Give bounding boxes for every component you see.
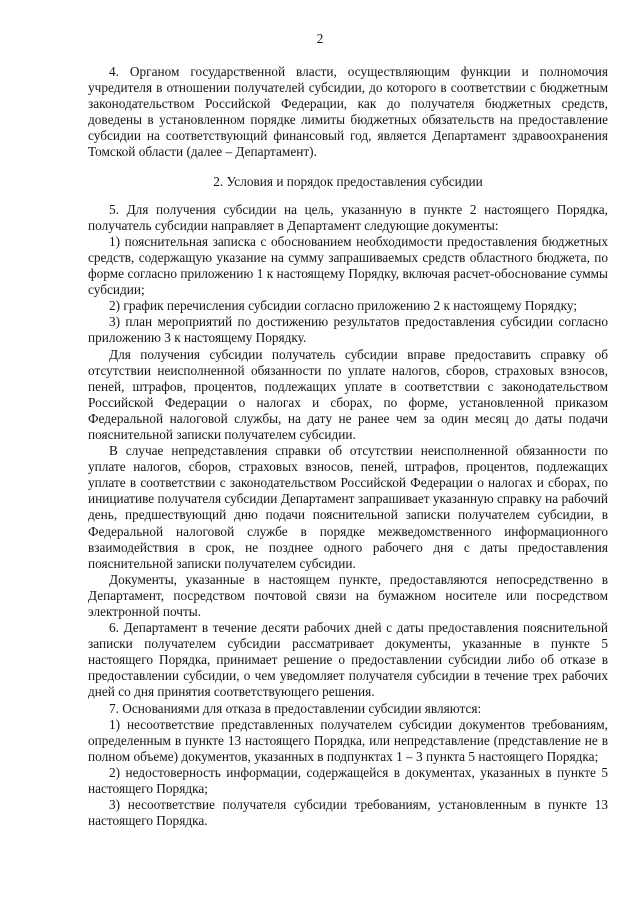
list-item-7-3: 3) несоответствие получателя субсидии требованиям, установленным в пункте 13 настоящего Порядка. (88, 797, 608, 829)
paragraph-5-certificate: Для получения субсидии получатель субсидии вправе предоставить справку об отсутствии неисполненной обязанности по уплате налогов, сборов, страховых взносов, пеней, штрафов, процентов, подлежащих уплате в соответствии с законодательством Российской Федерации о налогах и сборах, по форме, установленной приказом Федеральной налоговой службы, на дату не ранее чем за один месяц до даты подачи пояснительной записки получателем субсидии. (88, 346, 608, 442)
section-heading: 2. Условия и порядок предоставления субсидии (213, 173, 483, 189)
paragraph-5: 5. Для получения субсидии на цель, указанную в пункте 2 настоящего Порядка, получатель субсидии направляет в Департамент следующие документы: (88, 201, 608, 233)
page-number: 2 (316, 31, 324, 46)
paragraph-5-non-submission: В случае непредставления справки об отсутствии неисполненной обязанности по уплате налогов, сборов, страховых взносов, пеней, штрафов, процентов, подлежащих уплате в соответствии с законодательством Российской Федерации о налогах и сборах, по инициативе получателя субсидии Департамент запрашивает указанную справку на рабочий день, предшествующий дню подачи пояснительной записки получателем субсидии, в Федеральной налоговой службе в порядке межведомственного информационного взаимодействия в срок, не позднее одного рабочего дня с даты предоставления пояснительной записки получателем субсидии. (88, 443, 608, 571)
paragraph-5-delivery: Документы, указанные в настоящем пункте, предоставляются непосредственно в Департамент, посредством почтовой связи на бумажном носителе или посредством электронной почты. (88, 571, 608, 619)
paragraph-4: 4. Органом государственной власти, осуществляющим функции и полномочия учредителя в отношении получателей субсидии, до которого в соответствии с бюджетным законодательством Российской Федерации, как до получателя бюджетных средств, доведены в установленном порядке лимиты бюджетных обязательств на предоставление субсидии на соответствующий финансовый год, является Департамент здравоохранения Томской области (далее – Департамент). (88, 64, 608, 160)
list-item-7-2: 2) недостоверность информации, содержащейся в документах, указанных в пункте 5 настоящего Порядка; (88, 764, 608, 797)
list-item-5-2: 2) график перечисления субсидии согласно приложению 2 к настоящему Порядку; (109, 298, 578, 314)
document-body (88, 64, 608, 829)
paragraph-7: 7. Основаниями для отказа в предоставлении субсидии являются: (109, 700, 482, 716)
paragraph-6: 6. Департамент в течение десяти рабочих дней с даты предоставления пояснительной записки получателем субсидии рассматривает документы, указанные в пункте 5 настоящего Порядка, принимает решение о предоставлении субсидии либо об отказе в предоставлении субсидии, о чем уведомляет получателя субсидии в течение трех рабочих дней со дня принятия соответствующего решения. (88, 620, 608, 700)
list-item-5-3: 3) план мероприятий по достижению результатов предоставления субсидии согласно приложению 3 к настоящему Порядку. (88, 314, 608, 346)
list-item-7-1: 1) несоответствие представленных получателем субсидии документов требованиям, определенным в пункте 13 настоящего Порядка, или непредставление (представление не в полном объеме) документов, указанных в подпунктах 1 – 3 пункта 5 настоящего Порядка; (88, 716, 608, 764)
list-item-5-1: 1) пояснительная записка с обоснованием необходимости предоставления бюджетных средств, содержащую указание на сумму запрашиваемых средств областного бюджета, по форме согласно приложению 1 к настоящему Порядку, включая расчет-обоснование суммы субсидии; (88, 233, 608, 298)
